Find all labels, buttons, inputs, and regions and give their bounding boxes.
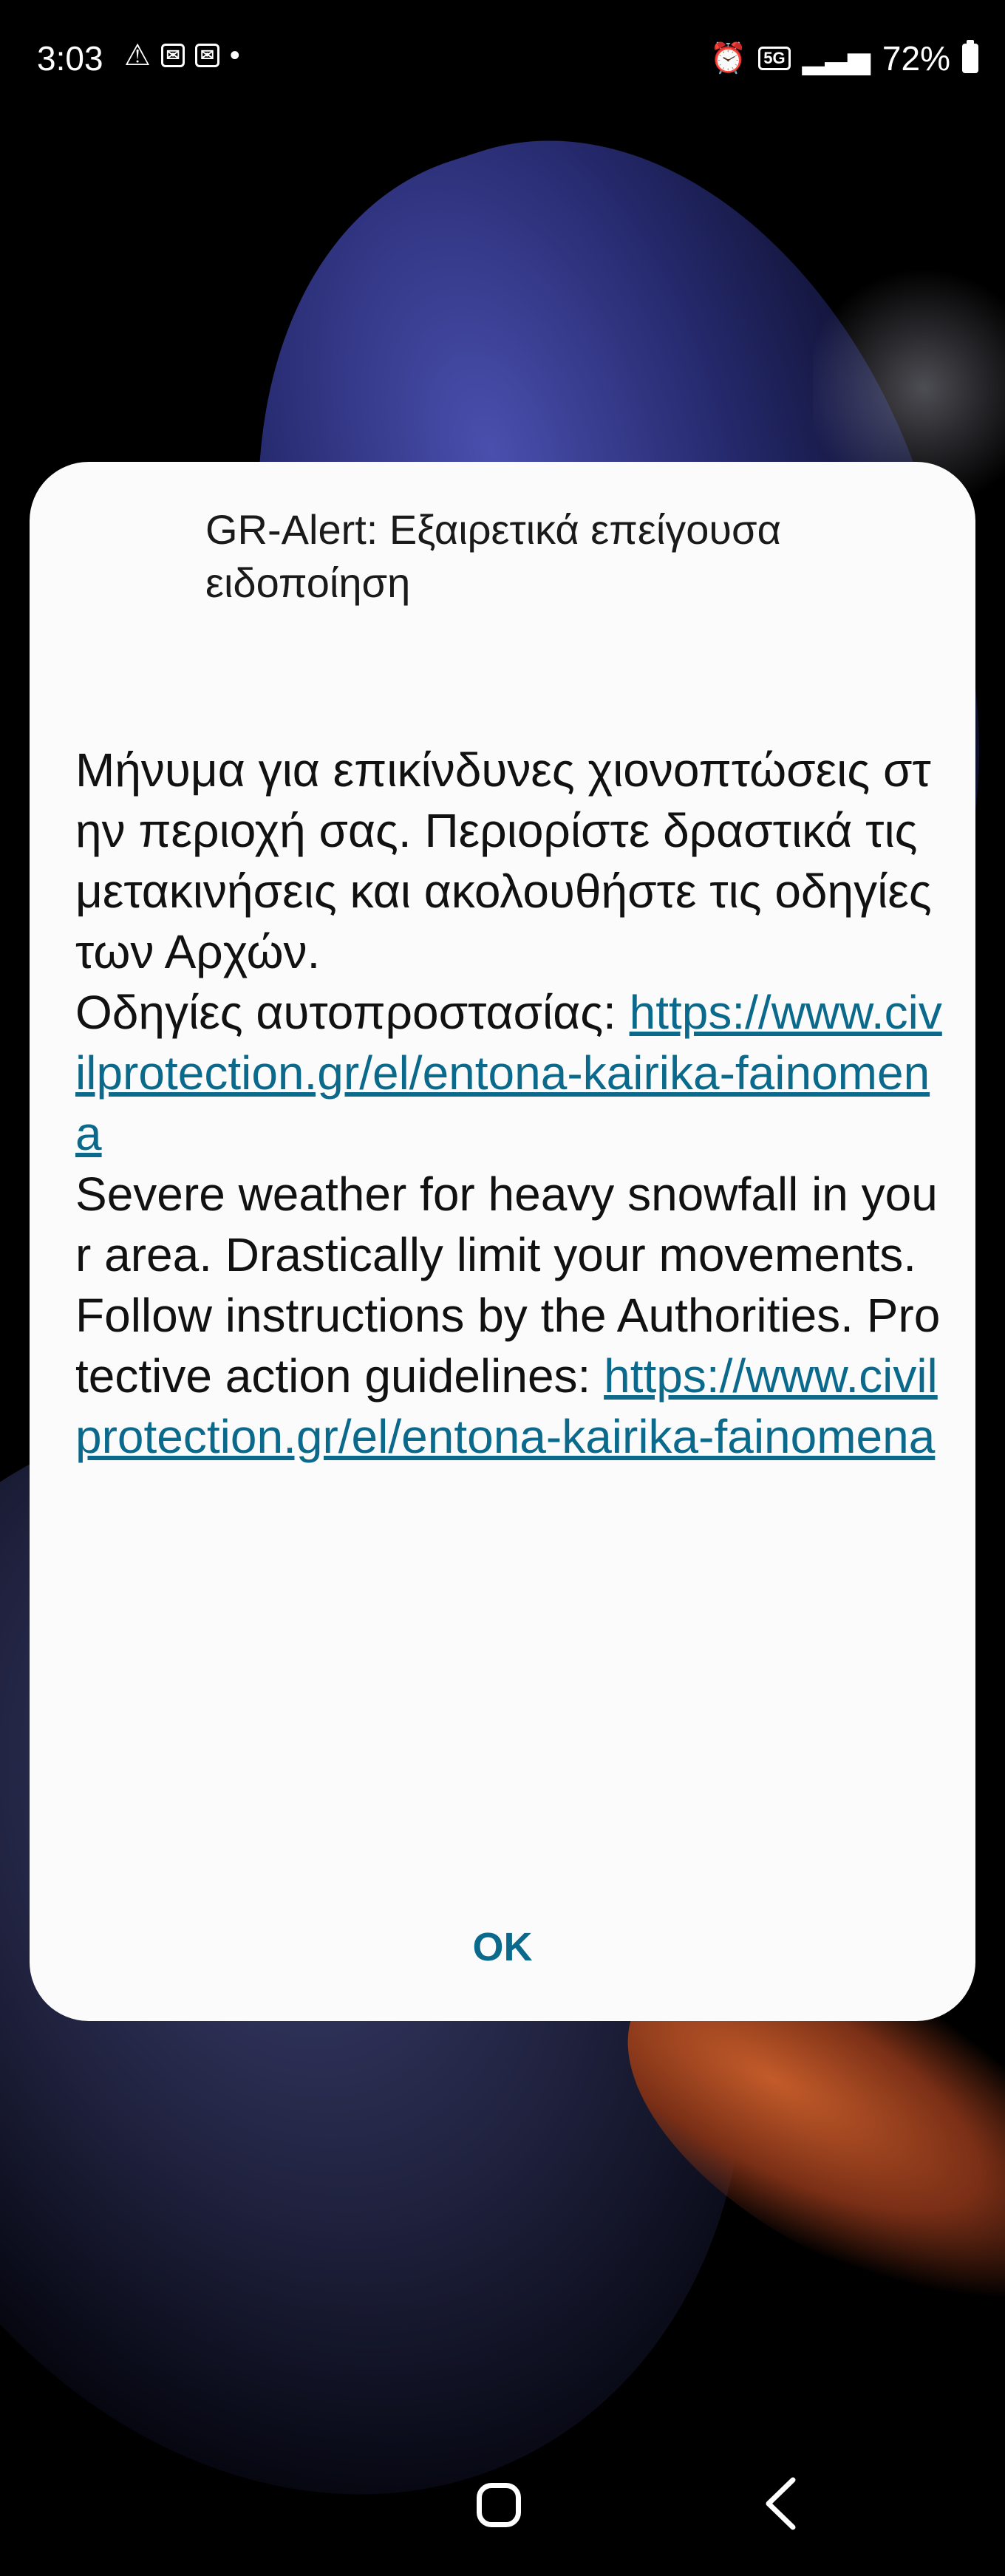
notification-icons bbox=[124, 38, 240, 72]
alert-notification-icon: ✉ bbox=[195, 44, 219, 67]
back-chevron-icon bbox=[760, 2474, 804, 2533]
ok-button[interactable]: OK bbox=[429, 1910, 576, 1984]
battery-percent: 72% bbox=[882, 39, 950, 78]
civil-protection-link-english[interactable]: https://www.civilprotection.gr/el/entona-kairika-fainomena bbox=[75, 1349, 938, 1463]
alert-notification-icon: ✉ bbox=[161, 44, 185, 67]
dialog-message bbox=[75, 740, 947, 1467]
alarm-icon: ⏰ bbox=[709, 42, 747, 75]
english-guidelines: Follow instructions by the Authorities. Protective action guidelines: https://www.civilprotection.gr/el/entona-kairika-fainomena bbox=[75, 1289, 941, 1463]
greek-message: Μήνυμα για επικίνδυνες χιονοπτώσεις στην περιοχή σας. Περιορίστε δραστικά τις μετακινήσεις και ακολουθήστε τις οδηγίες των Αρχών. bbox=[75, 743, 945, 978]
5g-icon: 5G bbox=[758, 47, 790, 70]
signal-icon: ▂▃▅ bbox=[802, 42, 871, 75]
system-icons bbox=[709, 38, 978, 78]
status-time: 3:03 bbox=[37, 39, 103, 78]
greek-guidelines: Οδηγίες αυτοπροστασίας: https://www.civilprotection.gr/el/entona-kairika-fainomena bbox=[75, 986, 942, 1160]
status-bar bbox=[0, 0, 1005, 118]
navigation-bar bbox=[0, 2439, 1005, 2576]
dialog-title: GR-Alert: Εξαιρετικά επείγουσα ειδοποίηση bbox=[205, 506, 781, 606]
emergency-alert-dialog bbox=[30, 462, 975, 2021]
dot-icon: • bbox=[229, 39, 240, 72]
battery-icon bbox=[962, 44, 978, 73]
warning-icon: ⚠ bbox=[124, 39, 151, 72]
home-icon[interactable] bbox=[477, 2483, 521, 2527]
back-icon[interactable] bbox=[760, 2474, 804, 2533]
civil-protection-link-greek[interactable]: https://www.civilprotection.gr/el/entona-kairika-fainomena bbox=[75, 986, 942, 1160]
english-message: Severe weather for heavy snowfall in your area. Drastically limit your movements. bbox=[75, 1168, 938, 1281]
